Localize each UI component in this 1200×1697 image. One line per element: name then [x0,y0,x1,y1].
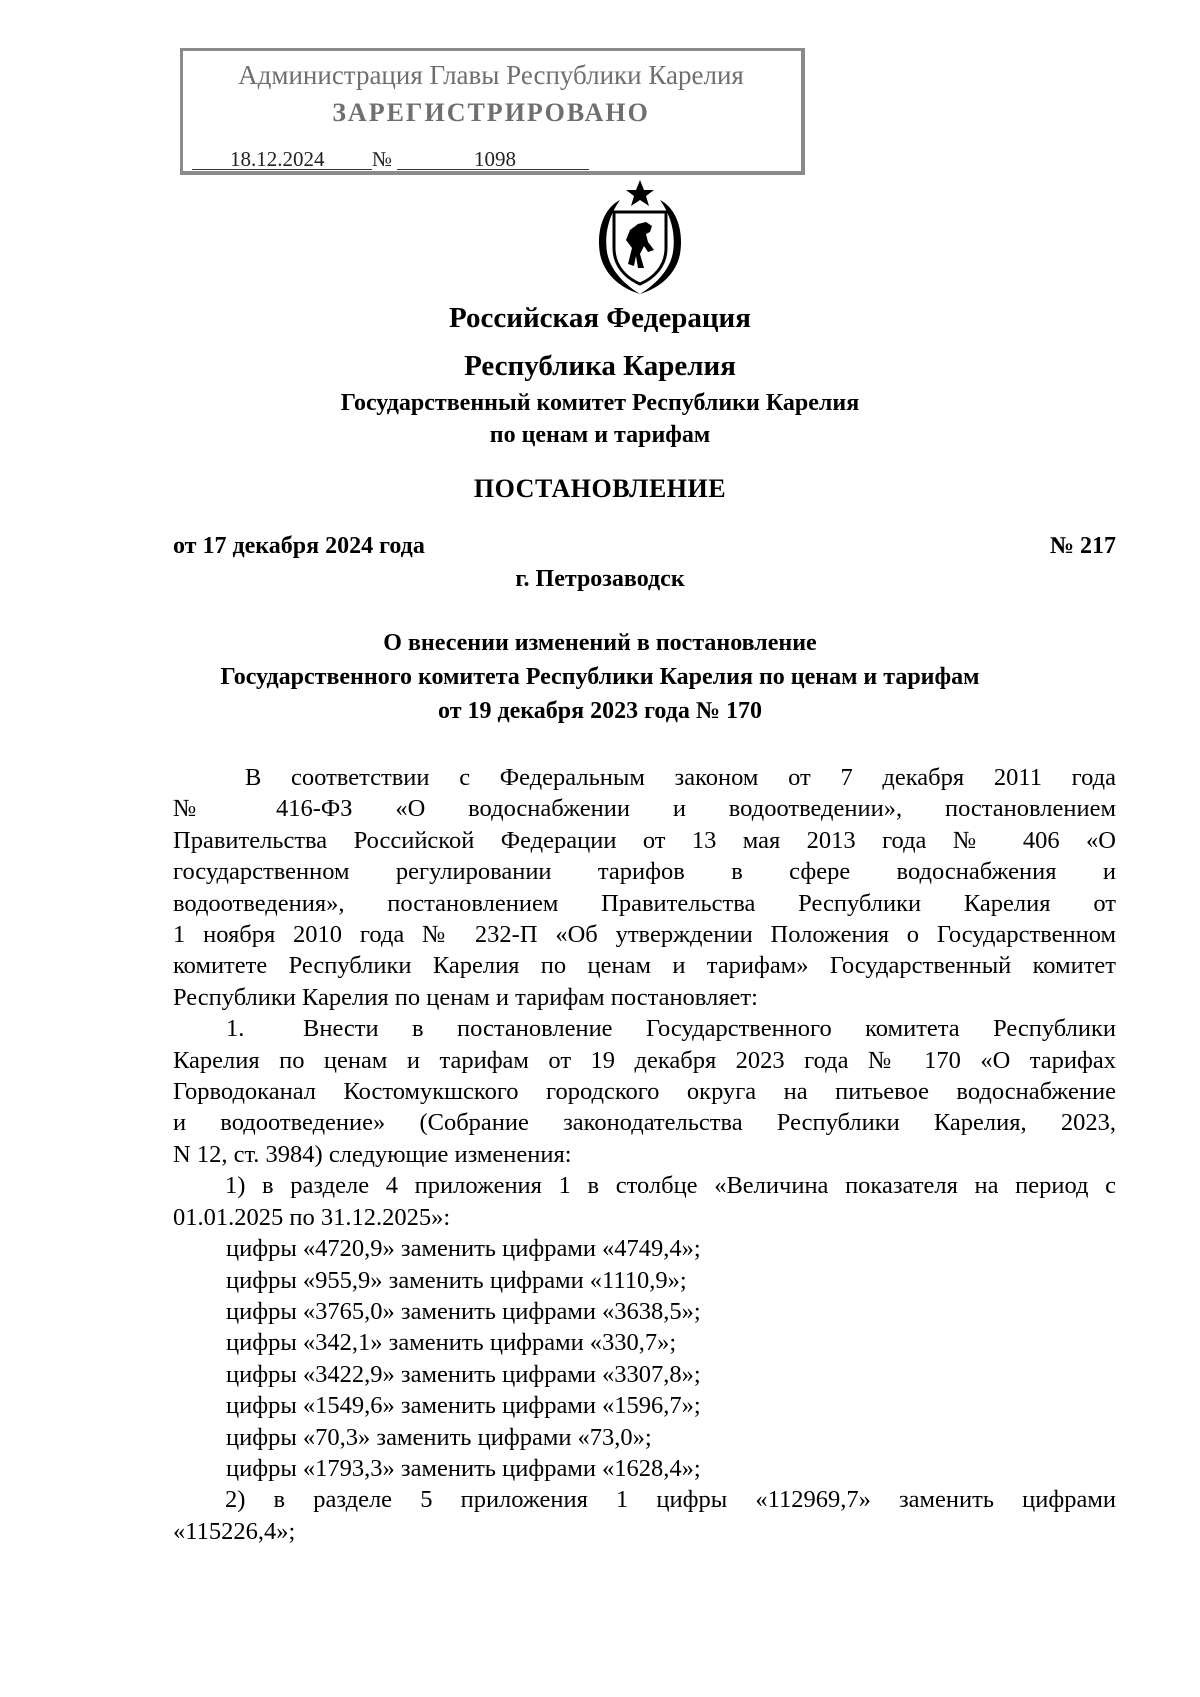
preamble-line: водоотведения», постановлением Правительства Республики Карелия от [173,889,1116,917]
replacement-line: цифры «3422,9» заменить цифрами «3307,8»; [226,1360,701,1388]
item1-line: N 12, ст. 3984) следующие изменения: [173,1140,572,1168]
replacement-line: цифры «3765,0» заменить цифрами «3638,5»; [226,1297,701,1325]
preamble-line: комитете Республики Карелия по ценам и тарифам» Государственный комитет [173,952,1116,980]
republic-heading: Республика Карелия [464,350,736,382]
stamp-registration-line [192,147,592,171]
replacement-line: цифры «1549,6» заменить цифрами «1596,7»; [226,1392,701,1420]
subitem1-line: 01.01.2025 по 31.12.2025»: [173,1203,451,1231]
document-body [173,762,1116,1547]
item1-text: Внести в постановление Государственного комитета Республики [303,1015,1116,1043]
emblem-star [626,180,654,206]
document-number: № 217 [1049,533,1116,559]
replacement-line: цифры «70,3» заменить цифрами «73,0»; [226,1423,652,1451]
item1-line: Горводоканал Костомукшского городского округа на питьевое водоснабжение [173,1078,1116,1106]
committee-heading-line1: Государственный комитет Республики Карелия [340,390,860,416]
replacement-line: цифры «4720,9» заменить цифрами «4749,4»; [226,1235,701,1263]
preamble-line: государственном регулировании тарифов в сфере водоснабжения и [173,858,1116,886]
document-date: от 17 декабря 2024 года [173,533,425,559]
subitem1-line: 1) в разделе 4 приложения 1 в столбце «Величина показателя на период с [225,1172,1116,1200]
stamp-registered: ЗАРЕГИСТРИРОВАНО [332,98,650,127]
subitem2-line: 2) в разделе 5 приложения 1 цифры «112969,7» заменить цифрами [225,1486,1116,1514]
document-title-line2: Государственного комитета Республики Карелия по ценам и тарифам [220,664,980,690]
item1-first-line [173,1013,1116,1044]
country-heading: Российская Федерация [449,302,751,334]
stamp-date: 18.12.2024 [230,147,325,171]
preamble-line: № 416-ФЗ «О водоснабжении и водоотведении», постановлением [173,795,1116,823]
item1-line: Карелия по ценам и тарифам от 19 декабря 2023 года № 170 «О тарифах [173,1046,1116,1074]
document-city: г. Петрозаводск [515,566,685,592]
subitem2-line: «115226,4»; [173,1517,296,1545]
replacement-line: цифры «955,9» заменить цифрами «1110,9»; [226,1266,687,1294]
item1-line: и водоотведение» (Собрание законодательства Республики Карелия, 2023, [173,1109,1116,1137]
document-type: ПОСТАНОВЛЕНИЕ [473,474,727,503]
document-title-line3: от 19 декабря 2023 года № 170 [438,698,762,724]
karelia-coat-of-arms-icon [590,178,690,296]
preamble-line: 1 ноября 2010 года № 232-П «Об утверждении Положения о Государственном [173,921,1116,949]
preamble-line: Правительства Российской Федерации от 13 мая 2013 года № 406 «О [173,826,1116,854]
replacement-line: цифры «342,1» заменить цифрами «330,7»; [226,1329,677,1357]
stamp-number: 1098 [474,147,516,171]
stamp-number-sign: № [372,147,393,171]
item1-number: 1. [226,1015,245,1043]
committee-heading-line2: по ценам и тарифам [489,422,711,448]
replacement-line: цифры «1793,3» заменить цифрами «1628,4»; [226,1454,701,1482]
registration-stamp [180,48,802,172]
stamp-authority: Администрация Главы Республики Карелия [238,60,744,90]
preamble-line: В соответствии с Федеральным законом от 7 декабря 2011 года [245,764,1116,791]
preamble-line: Республики Карелия по ценам и тарифам постановляет: [173,983,758,1011]
document-title-line1: О внесении изменений в постановление [383,630,817,656]
